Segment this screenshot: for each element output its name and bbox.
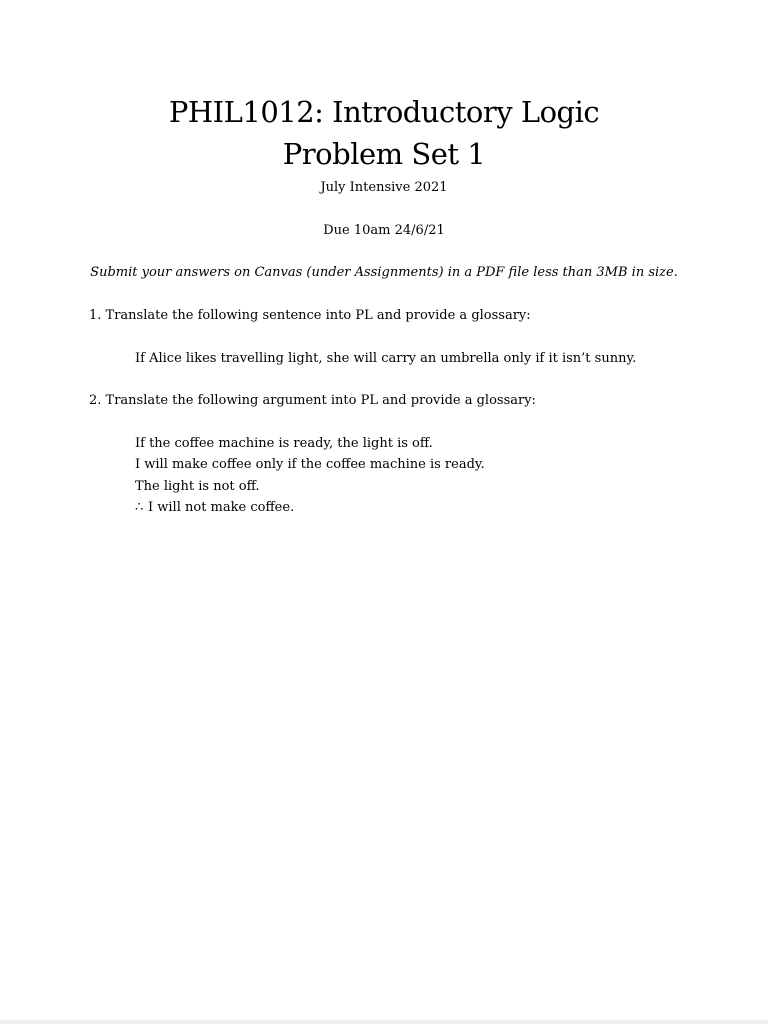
argument-conclusion bbox=[135, 501, 294, 514]
conclusion-text: I will not make coffee. bbox=[148, 500, 295, 515]
argument-premise-1: If the coffee machine is ready, the light is off. bbox=[135, 436, 433, 451]
question-1-prompt: 1. Translate the following sentence into PL and provide a glossary: bbox=[89, 308, 531, 323]
submission-instructions: Submit your answers on Canvas (under Assignments) in a PDF file less than 3MB in size. bbox=[90, 265, 678, 280]
document-subtitle-heading: Problem Set 1 bbox=[282, 137, 486, 171]
argument-premise-3: The light is not off. bbox=[135, 479, 260, 494]
document-title: PHIL1012: Introductory Logic bbox=[168, 95, 600, 129]
therefore-symbol: ∴ bbox=[135, 500, 144, 515]
page-bottom-edge bbox=[0, 1020, 768, 1024]
term-label: July Intensive 2021 bbox=[320, 180, 448, 195]
question-1-sentence: If Alice likes travelling light, she will carry an umbrella only if it isn’t sunny. bbox=[135, 351, 637, 366]
question-2-prompt: 2. Translate the following argument into PL and provide a glossary: bbox=[89, 393, 536, 408]
argument-premise-2: I will make coffee only if the coffee machine is ready. bbox=[135, 457, 485, 472]
due-date: Due 10am 24/6/21 bbox=[323, 223, 445, 238]
